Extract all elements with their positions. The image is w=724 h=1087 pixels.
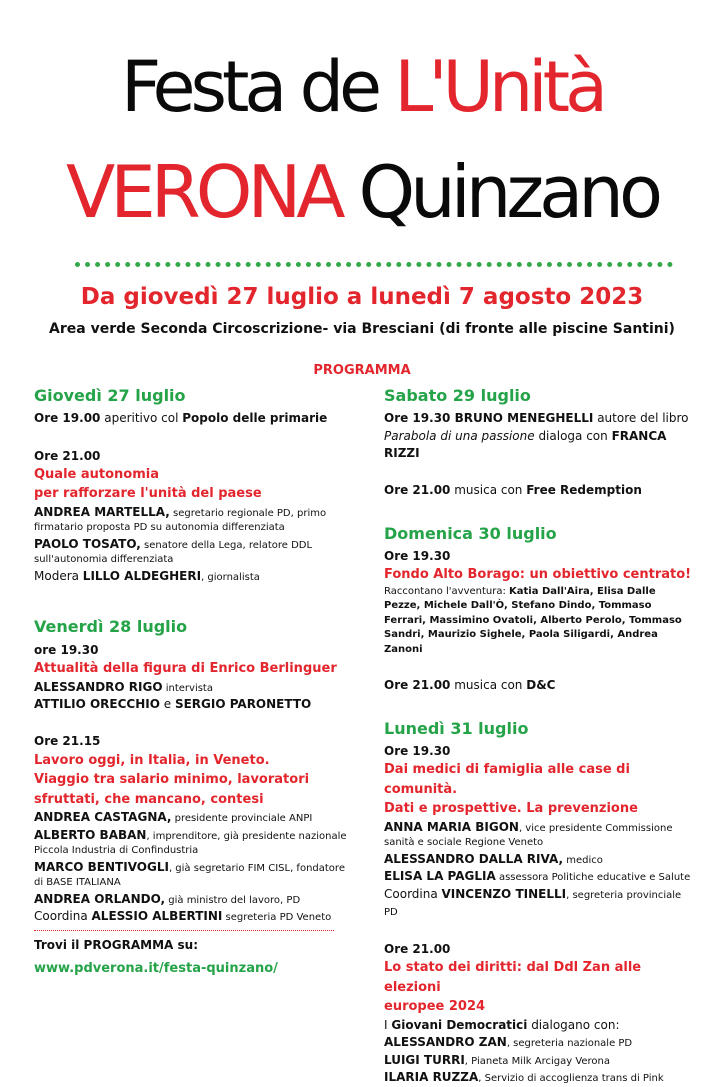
event-time: Ore 19.00: [34, 411, 101, 426]
event-title: Quale autonomia: [34, 466, 160, 482]
coordinator-label: Coordina: [34, 909, 92, 924]
event-line: [384, 410, 694, 427]
speaker: [384, 1069, 694, 1087]
event-title: per rafforzare l'unità del paese: [34, 486, 262, 502]
event-title: Lo stato dei diritti: dal Ddl Zan alle elezioni: [384, 960, 642, 995]
speaker-name: ALESSANDRO ZAN: [384, 1035, 507, 1050]
left-column: [34, 384, 354, 979]
day-heading-giovedi: Giovedì 27 luglio: [34, 386, 186, 405]
event-intro: [384, 1017, 694, 1034]
speaker-role: senatore della Lega, relatore DDL sull'autonomia differenziata: [34, 539, 313, 566]
programma-heading: PROGRAMMA: [313, 363, 411, 378]
speaker-name: ATTILIO ORECCHIO: [34, 697, 160, 712]
moderator: [34, 568, 354, 586]
speaker: [384, 1052, 694, 1070]
day-heading-lunedi: Lunedì 31 luglio: [384, 718, 529, 738]
event-title: Lavoro oggi, in Italia, in Veneto.: [34, 752, 270, 768]
intro-text: dialogano con:: [527, 1017, 620, 1032]
speaker-role: intervista: [162, 682, 213, 694]
coordinator-role: segreteria PD Veneto: [222, 912, 332, 924]
event-dates: Da giovedì 27 luglio a lunedì 7 agosto 2023: [80, 284, 644, 310]
intro-group: Giovani Democratici: [391, 1017, 528, 1032]
day-heading-domenica: Domenica 30 luglio: [384, 523, 557, 543]
event-time: Ore 19.30: [384, 743, 451, 758]
speaker-name: ANNA MARIA BIGON: [384, 819, 519, 834]
moderator-role: , giornalista: [201, 571, 260, 583]
speaker-name: ILARIA RUZZA: [384, 1070, 479, 1085]
event-time: Ore 21.00: [384, 678, 451, 693]
coordinator-label: Coordina: [384, 886, 442, 901]
speaker-name: ALESSANDRO RIGO: [34, 679, 163, 694]
speaker-name: SERGIO PARONETTO: [174, 697, 312, 712]
participants-label: Raccontano l'avventura:: [384, 585, 510, 597]
event-time: Ore 21.15: [34, 734, 101, 749]
footer-divider: [34, 930, 334, 931]
intro-text: I: [384, 1017, 392, 1032]
speaker-name: ANDREA ORLANDO,: [34, 891, 166, 906]
event-time: Ore 21.00: [34, 448, 101, 463]
event-time: Ore 21.00: [384, 941, 451, 956]
speaker: [34, 696, 354, 713]
speaker-name: PAOLO TOSATO,: [34, 536, 141, 551]
event-line: [384, 677, 694, 694]
speaker-name: ANDREA MARTELLA,: [34, 504, 170, 519]
speaker: [34, 536, 354, 568]
event-guest: Popolo delle primarie: [182, 411, 328, 426]
poster-title-line1: [0, 46, 724, 128]
day-heading-venerdi: Venerdì 28 luglio: [34, 617, 188, 637]
program-link-label: Trovi il PROGRAMMA su:: [34, 937, 198, 952]
title-quinzano: Quinzano: [340, 150, 658, 234]
coordinator: [384, 886, 694, 921]
event-text: aperitivo col: [100, 411, 183, 426]
speaker: [384, 868, 694, 886]
speaker-role: , imprenditore, già presidente nazionale Piccola Industria di Confindustria: [34, 830, 347, 857]
speaker-role: , già segretario FIM CISL, fondatore di BASE ITALIANA: [34, 862, 345, 889]
poster-title-line2: [0, 150, 724, 234]
participants: [384, 585, 694, 658]
event-guest: Free Redemption: [526, 483, 642, 498]
coordinator-name: VINCENZO TINELLI: [441, 886, 567, 901]
speaker: [34, 679, 354, 697]
event-title: europee 2024: [384, 999, 486, 1015]
moderator-label: Modera: [34, 568, 83, 583]
event-time: ore 19.30: [34, 642, 99, 657]
speaker-name: LUIGI TURRI: [384, 1052, 465, 1067]
title-festa-de: Festa de: [121, 46, 395, 128]
speaker-role: , Pianeta Milk Arcigay Verona: [464, 1055, 611, 1067]
speaker: [34, 504, 354, 536]
speaker-name: ALBERTO BABAN: [34, 827, 147, 842]
event-time: Ore 19.30: [384, 411, 451, 426]
title-verona: VERONA: [66, 150, 341, 234]
conjunction: e: [159, 697, 175, 712]
event-line: [384, 428, 694, 463]
speaker: [34, 859, 354, 891]
event-venue: Area verde Seconda Circoscrizione- via Bresciani (di fronte alle piscine Santini): [49, 321, 675, 337]
event-title: Viaggio tra salario minimo, lavoratori sfruttati, che mancano, contesi: [34, 772, 310, 807]
event-title: Fondo Alto Borago: un obiettivo centrato!: [384, 567, 692, 583]
speaker-role: , Servizio di accoglienza trans di Pink: [478, 1073, 664, 1085]
event-text: musica con: [450, 483, 527, 498]
speaker-role: assessora Politiche educative e Salute: [495, 872, 691, 884]
coordinator: [34, 908, 354, 926]
event-text: musica con: [450, 678, 527, 693]
title-unita: L'Unità: [394, 46, 603, 128]
event-text: dialoga con: [534, 428, 612, 443]
speaker: [384, 1034, 694, 1052]
event-time: Ore 21.00: [384, 483, 451, 498]
program-link[interactable]: www.pdverona.it/festa-quinzano/: [34, 961, 278, 977]
speaker-role: medico: [563, 854, 603, 866]
speaker-name: BRUNO MENEGHELLI: [450, 411, 594, 426]
coordinator-role: , segreteria provinciale PD: [384, 889, 682, 919]
speaker-role: , vice presidente Commissione sanità e sociale Regione Veneto: [384, 822, 673, 849]
event-line: [384, 482, 694, 499]
speaker-name: ELISA LA PAGLIA: [384, 869, 496, 884]
event-guest: D&C: [526, 678, 556, 693]
speaker: [384, 819, 694, 851]
event-title: Dati e prospettive. La prevenzione: [384, 801, 638, 817]
speaker-role: segretario regionale PD, primo firmatario proposta PD su autonomia differenziata: [34, 507, 327, 534]
speaker-role: presidente provinciale ANPI: [171, 813, 313, 825]
dotted-divider: [75, 262, 673, 267]
day-heading-sabato: Sabato 29 luglio: [384, 386, 531, 405]
moderator-name: LILLO ALDEGHERI: [82, 568, 202, 583]
speaker-name: ALESSANDRO DALLA RIVA,: [384, 851, 564, 866]
speaker: [384, 851, 694, 869]
speaker-name: MARCO BENTIVOGLI: [34, 859, 169, 874]
speaker: [34, 827, 354, 859]
event-title: Attualità della figura di Enrico Berlinguer: [34, 661, 337, 677]
speaker-role: già ministro del lavoro, PD: [165, 894, 301, 906]
right-column: [384, 384, 694, 1087]
event-title: Dai medici di famiglia alle case di comunità.: [384, 762, 630, 797]
event-line: [34, 410, 354, 427]
coordinator-name: ALESSIO ALBERTINI: [91, 909, 223, 924]
speaker-name: FRANCA RIZZI: [384, 428, 667, 460]
speaker: [34, 891, 354, 909]
event-time: Ore 19.30: [384, 548, 451, 563]
speaker-name: ANDREA CASTAGNA,: [34, 810, 172, 825]
event-text: autore del libro: [593, 411, 689, 426]
book-title: Parabola di una passione: [384, 428, 535, 443]
speaker: [34, 809, 354, 827]
speaker-role: , segreteria nazionale PD: [506, 1038, 633, 1050]
participants-names: Katia Dall'Aira, Elisa Dalle Pezze, Michele Dall'Ò, Stefano Dindo, Tommaso Ferrari, Massimino Ovatoli, Alberto Perolo, Tommaso Sandri, Maurizio Sighele, Paola Siligardi, Andrea Zanoni: [384, 585, 682, 655]
